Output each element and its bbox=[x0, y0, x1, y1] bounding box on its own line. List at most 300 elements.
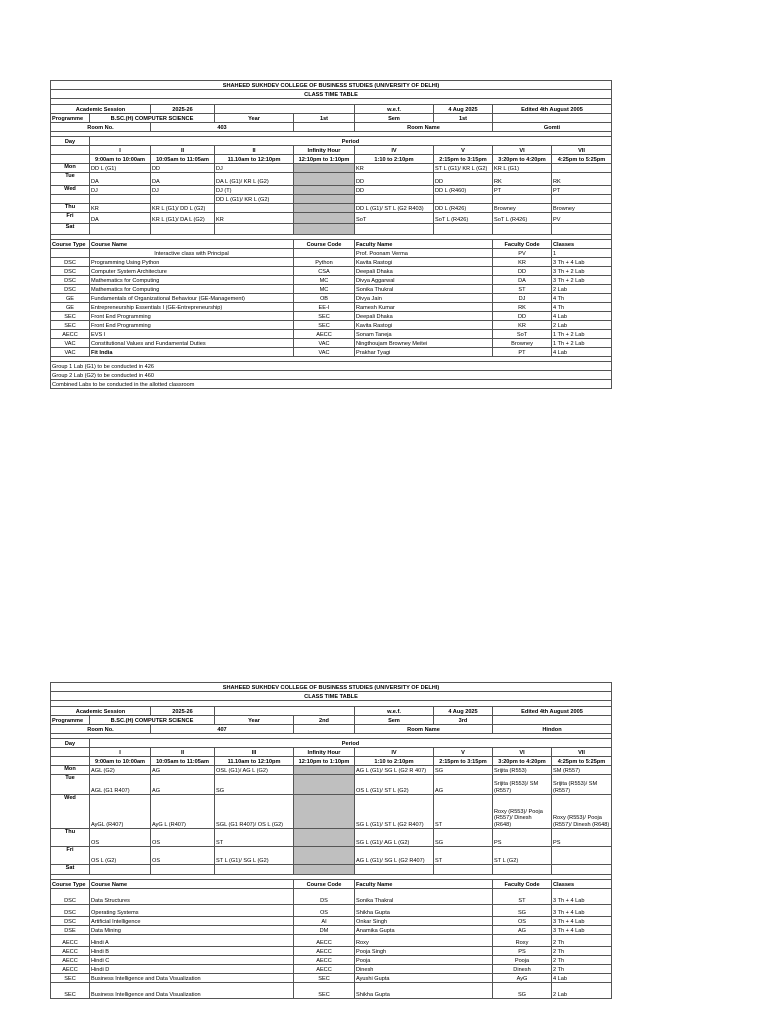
slot-cell: KR L (G1)/ DD L (G2) bbox=[151, 204, 215, 213]
day-label: Mon bbox=[51, 164, 90, 173]
course-name: Artificial Intelligence bbox=[90, 917, 294, 926]
faculty-name: Kavita Rastogi bbox=[355, 321, 493, 330]
slot-cell: DD L (G1)/ ST L (G2 R403) bbox=[355, 204, 434, 213]
faculty-code: AyG bbox=[493, 974, 552, 983]
slot-cell bbox=[493, 195, 552, 204]
edited-note: Edited 4th August 2005 bbox=[493, 105, 612, 114]
period-time: 10:05am to 11:05am bbox=[151, 757, 215, 766]
faculty-code: OS bbox=[493, 917, 552, 926]
table-cell bbox=[493, 716, 612, 725]
infinity-hour-slot bbox=[294, 795, 355, 829]
faculty-code: PS bbox=[493, 947, 552, 956]
course-name: Fundamentals of Organizational Behaviour (GE-Management) bbox=[90, 294, 294, 303]
slot-cell: Roxy (R553)/ Pooja (R557)/ Dinesh (R648) bbox=[493, 795, 552, 829]
classes-count: 2 Th bbox=[552, 947, 612, 956]
course-name: Constitutional Values and Fundamental Duties bbox=[90, 339, 294, 348]
room-name-label: Room Name bbox=[355, 725, 493, 734]
classes-count: 4 Th bbox=[552, 303, 612, 312]
course-type: AECC bbox=[51, 935, 90, 947]
slot-cell: PT bbox=[493, 186, 552, 195]
slot-cell: ST bbox=[434, 847, 493, 865]
faculty-name: Ningthoujam Browney Meitei bbox=[355, 339, 493, 348]
slot-cell: DJ bbox=[90, 186, 151, 195]
course-type: SEC bbox=[51, 974, 90, 983]
classes-count: 4 Lab bbox=[552, 312, 612, 321]
slot-cell bbox=[434, 224, 493, 235]
period-time: 1:10 to 2:10pm bbox=[355, 757, 434, 766]
period-number: III bbox=[215, 748, 294, 757]
course-code: EE-I bbox=[294, 303, 355, 312]
faculty-code: DD bbox=[493, 267, 552, 276]
period-time: 9:00am to 10:00am bbox=[90, 757, 151, 766]
faculty-code: ST bbox=[493, 889, 552, 905]
table-cell bbox=[294, 123, 355, 132]
slot-cell: AG L (G1)/ SG L (G2 R 407) bbox=[355, 766, 434, 775]
course-name: Mathematics for Computing bbox=[90, 285, 294, 294]
table-cell bbox=[215, 105, 355, 114]
slot-cell: KR L (G1)/ DA L (G2) bbox=[151, 213, 215, 224]
slot-cell: OSL (G1)/ AG L (G2) bbox=[215, 766, 294, 775]
table-cell bbox=[51, 146, 90, 155]
course-type: SEC bbox=[51, 321, 90, 330]
day-header: Day bbox=[51, 137, 90, 146]
table-cell bbox=[493, 114, 612, 123]
sem-value: 1st bbox=[434, 114, 493, 123]
table-cell bbox=[51, 748, 90, 757]
slot-cell bbox=[552, 224, 612, 235]
slot-cell: PS bbox=[493, 829, 552, 847]
slot-cell: SG L (G1)/ AG L (G2) bbox=[355, 829, 434, 847]
slot-cell: DA bbox=[90, 213, 151, 224]
faculty-code-header: Faculty Code bbox=[493, 240, 552, 249]
faculty-code: PT bbox=[493, 348, 552, 357]
slot-cell: AG bbox=[434, 775, 493, 795]
period-time: 12:10pm to 1:10pm bbox=[294, 155, 355, 164]
classes-count: 2 Th bbox=[552, 956, 612, 965]
classes-count: 2 Th bbox=[552, 935, 612, 947]
faculty-name: Anamika Gupta bbox=[355, 926, 493, 935]
course-type: DSC bbox=[51, 905, 90, 917]
period-time: 4:25pm to 5:25pm bbox=[552, 155, 612, 164]
period-time: 10:05am to 11:05am bbox=[151, 155, 215, 164]
faculty-code: RK bbox=[493, 303, 552, 312]
document-title: CLASS TIME TABLE bbox=[51, 692, 612, 701]
course-type: SEC bbox=[51, 983, 90, 999]
room-name-value: Hindon bbox=[493, 725, 612, 734]
slot-cell: ST L (G1)/ SG L (G2) bbox=[215, 847, 294, 865]
faculty-name: Pooja Singh bbox=[355, 947, 493, 956]
day-label: Fri bbox=[51, 213, 90, 224]
slot-cell: DD L (G1) bbox=[90, 164, 151, 173]
room-label: Room No. bbox=[51, 725, 151, 734]
classes-count: 2 Th bbox=[552, 965, 612, 974]
slot-cell: OS bbox=[151, 829, 215, 847]
table-cell bbox=[51, 155, 90, 164]
course-type: DSC bbox=[51, 276, 90, 285]
slot-cell bbox=[434, 865, 493, 875]
document-title: CLASS TIME TABLE bbox=[51, 90, 612, 99]
wef-label: w.e.f. bbox=[355, 707, 434, 716]
period-number: II bbox=[151, 748, 215, 757]
course-code: VAC bbox=[294, 348, 355, 357]
faculty-name: Ramesh Kumar bbox=[355, 303, 493, 312]
programme-value: B.SC.(H) COMPUTER SCIENCE bbox=[90, 716, 215, 725]
period-number: I bbox=[90, 146, 151, 155]
slot-cell: KR bbox=[355, 164, 434, 173]
programme-label: Programme bbox=[51, 114, 90, 123]
period-time: 3:20pm to 4:20pm bbox=[493, 155, 552, 164]
course-type: GE bbox=[51, 294, 90, 303]
slot-cell bbox=[355, 195, 434, 204]
year-label: Year bbox=[215, 716, 294, 725]
slot-cell: DJ bbox=[151, 186, 215, 195]
slot-cell: SoT L (R426) bbox=[493, 213, 552, 224]
period-number: VII bbox=[552, 748, 612, 757]
slot-cell: SGL (G1 R407)/ OS L (G2) bbox=[215, 795, 294, 829]
room-name-value: Gomti bbox=[493, 123, 612, 132]
course-type-header: Course Type bbox=[51, 880, 90, 889]
infinity-hour-slot bbox=[294, 847, 355, 865]
faculty-name: Kavita Rastogi bbox=[355, 258, 493, 267]
slot-cell: Roxy (R553)/ Pooja (R557)/ Dinesh (R648) bbox=[552, 795, 612, 829]
course-name: Programming Using Python bbox=[90, 258, 294, 267]
course-name: Hindi D bbox=[90, 965, 294, 974]
slot-cell bbox=[151, 195, 215, 204]
day-label: Mon bbox=[51, 766, 90, 775]
slot-cell: DA L (G1)/ KR L (G2) bbox=[215, 173, 294, 186]
classes-count: 3 Th + 4 Lab bbox=[552, 917, 612, 926]
classes-count: 3 Th + 4 Lab bbox=[552, 889, 612, 905]
faculty-code: DJ bbox=[493, 294, 552, 303]
session-value: 2025-26 bbox=[151, 707, 215, 716]
period-time: 1:10 to 2:10pm bbox=[355, 155, 434, 164]
slot-cell: Srijita (R553)/ SM (R557) bbox=[493, 775, 552, 795]
slot-cell: AGL (G2) bbox=[90, 766, 151, 775]
period-number: Infinity Hour bbox=[294, 146, 355, 155]
course-code: CSA bbox=[294, 267, 355, 276]
period-time: 11.10am to 12:10pm bbox=[215, 757, 294, 766]
faculty-code-header: Faculty Code bbox=[493, 880, 552, 889]
faculty-name: Onkar Singh bbox=[355, 917, 493, 926]
day-label: Fri bbox=[51, 847, 90, 865]
period-time: 2:15pm to 3:15pm bbox=[434, 757, 493, 766]
classes-count: 2 Lab bbox=[552, 285, 612, 294]
course-name: Business Intelligence and Data Visualization bbox=[90, 974, 294, 983]
slot-cell: AyG L (R407) bbox=[151, 795, 215, 829]
faculty-code: KR bbox=[493, 321, 552, 330]
faculty-name: Deepali Dhaka bbox=[355, 312, 493, 321]
course-name: Mathematics for Computing bbox=[90, 276, 294, 285]
session-label: Academic Session bbox=[51, 707, 151, 716]
faculty-name: Deepali Dhaka bbox=[355, 267, 493, 276]
year-value: 2nd bbox=[294, 716, 355, 725]
slot-cell: DD L (G1)/ KR L (G2) bbox=[215, 195, 294, 204]
period-time: 3:20pm to 4:20pm bbox=[493, 757, 552, 766]
slot-cell: DD bbox=[355, 173, 434, 186]
slot-cell bbox=[151, 224, 215, 235]
slot-cell: DD bbox=[151, 164, 215, 173]
faculty-name: Sonika Thukral bbox=[355, 285, 493, 294]
classes-count: 4 Lab bbox=[552, 348, 612, 357]
course-type: AECC bbox=[51, 965, 90, 974]
infinity-hour-slot bbox=[294, 213, 355, 224]
course-code: SEC bbox=[294, 974, 355, 983]
classes-count: 4 Th bbox=[552, 294, 612, 303]
course-name: Fit India bbox=[90, 348, 294, 357]
course-type: VAC bbox=[51, 348, 90, 357]
slot-cell bbox=[434, 195, 493, 204]
faculty-code: KR bbox=[493, 258, 552, 267]
table-cell bbox=[51, 757, 90, 766]
course-code: DS bbox=[294, 889, 355, 905]
table-cell bbox=[215, 707, 355, 716]
slot-cell bbox=[552, 164, 612, 173]
slot-cell bbox=[90, 195, 151, 204]
slot-cell: Browney bbox=[493, 204, 552, 213]
slot-cell: DA bbox=[151, 173, 215, 186]
period-header: Period bbox=[90, 137, 612, 146]
slot-cell: OS bbox=[90, 829, 151, 847]
infinity-hour-slot bbox=[294, 204, 355, 213]
infinity-hour-slot bbox=[294, 186, 355, 195]
college-title: SHAHEED SUKHDEV COLLEGE OF BUSINESS STUDIES (UNIVERSITY OF DELHI) bbox=[51, 81, 612, 90]
table-cell bbox=[294, 725, 355, 734]
infinity-hour-slot bbox=[294, 173, 355, 186]
faculty-name: Ayushi Gupta bbox=[355, 974, 493, 983]
course-code: OS bbox=[294, 905, 355, 917]
period-time: 2:15pm to 3:15pm bbox=[434, 155, 493, 164]
course-type: DSE bbox=[51, 926, 90, 935]
infinity-hour-slot bbox=[294, 775, 355, 795]
course-code: SEC bbox=[294, 312, 355, 321]
slot-cell bbox=[552, 847, 612, 865]
course-name: EVS I bbox=[90, 330, 294, 339]
classes-count: 3 Th + 4 Lab bbox=[552, 926, 612, 935]
course-code: AECC bbox=[294, 965, 355, 974]
room-value: 407 bbox=[151, 725, 294, 734]
classes-count: 3 Th + 2 Lab bbox=[552, 276, 612, 285]
day-label: Sat bbox=[51, 224, 90, 235]
slot-cell: DA bbox=[90, 173, 151, 186]
room-value: 403 bbox=[151, 123, 294, 132]
course-code: OB bbox=[294, 294, 355, 303]
classes-count: 4 Lab bbox=[552, 974, 612, 983]
faculty-code: ST bbox=[493, 285, 552, 294]
slot-cell: Srijita (R553)/ SM (R557) bbox=[552, 775, 612, 795]
classes-count: 1 Th + 2 Lab bbox=[552, 330, 612, 339]
footnote: Group 2 Lab (G2) to be conducted in 460 bbox=[51, 371, 612, 380]
faculty-code: SG bbox=[493, 983, 552, 999]
course-code bbox=[294, 249, 355, 258]
slot-cell: Browney bbox=[552, 204, 612, 213]
course-type: SEC bbox=[51, 312, 90, 321]
course-name: Front End Programming bbox=[90, 321, 294, 330]
day-label: Tue bbox=[51, 173, 90, 186]
course-type: GE bbox=[51, 303, 90, 312]
faculty-code: DA bbox=[493, 276, 552, 285]
faculty-code: PV bbox=[493, 249, 552, 258]
period-number: IV bbox=[355, 748, 434, 757]
period-number: VI bbox=[493, 748, 552, 757]
course-type: DSC bbox=[51, 285, 90, 294]
day-label: Tue bbox=[51, 775, 90, 795]
slot-cell: ST bbox=[215, 829, 294, 847]
course-type: DSC bbox=[51, 267, 90, 276]
footnote: Group 1 Lab (G1) to be conducted in 426 bbox=[51, 362, 612, 371]
faculty-name: Sonika Thakral bbox=[355, 889, 493, 905]
classes-count: 3 Th + 2 Lab bbox=[552, 267, 612, 276]
day-label: Sat bbox=[51, 865, 90, 875]
slot-cell: SM (R557) bbox=[552, 766, 612, 775]
year-label: Year bbox=[215, 114, 294, 123]
course-type: AECC bbox=[51, 956, 90, 965]
slot-cell: Srijita (R553) bbox=[493, 766, 552, 775]
course-name: Interactive class with Principal bbox=[90, 249, 294, 258]
slot-cell bbox=[215, 865, 294, 875]
faculty-code: Dinesh bbox=[493, 965, 552, 974]
classes-count: 2 Lab bbox=[552, 983, 612, 999]
sem-label: Sem bbox=[355, 114, 434, 123]
faculty-code: Pooja bbox=[493, 956, 552, 965]
faculty-code: Roxy bbox=[493, 935, 552, 947]
slot-cell: DD bbox=[434, 173, 493, 186]
course-name: Business Intelligence and Data Visualization bbox=[90, 983, 294, 999]
faculty-name: Shikha Gupta bbox=[355, 983, 493, 999]
faculty-name-header: Faculty Name bbox=[355, 880, 493, 889]
programme-label: Programme bbox=[51, 716, 90, 725]
session-label: Academic Session bbox=[51, 105, 151, 114]
timetable-sem3 bbox=[50, 682, 612, 999]
slot-cell: OS L (G1)/ ST L (G2) bbox=[355, 775, 434, 795]
slot-cell bbox=[151, 865, 215, 875]
slot-cell: RK bbox=[493, 173, 552, 186]
course-type bbox=[51, 249, 90, 258]
course-type: DSC bbox=[51, 917, 90, 926]
course-type: DSC bbox=[51, 258, 90, 267]
period-number: Infinity Hour bbox=[294, 748, 355, 757]
day-label bbox=[51, 195, 90, 204]
course-name: Hindi C bbox=[90, 956, 294, 965]
classes-count: 3 Th + 4 Lab bbox=[552, 258, 612, 267]
slot-cell bbox=[90, 865, 151, 875]
period-number: IV bbox=[355, 146, 434, 155]
period-header: Period bbox=[90, 739, 612, 748]
faculty-name: Divya Aggarwal bbox=[355, 276, 493, 285]
faculty-name-header: Faculty Name bbox=[355, 240, 493, 249]
period-number: VII bbox=[552, 146, 612, 155]
slot-cell: SG bbox=[434, 829, 493, 847]
faculty-code: Browney bbox=[493, 339, 552, 348]
slot-cell: AyGL (R407) bbox=[90, 795, 151, 829]
faculty-code: DD bbox=[493, 312, 552, 321]
slot-cell: KR L (G1) bbox=[493, 164, 552, 173]
slot-cell bbox=[552, 865, 612, 875]
slot-cell bbox=[493, 224, 552, 235]
course-name-header: Course Name bbox=[90, 240, 294, 249]
infinity-hour-slot bbox=[294, 164, 355, 173]
course-code: MC bbox=[294, 276, 355, 285]
course-code: VAC bbox=[294, 339, 355, 348]
period-number: II bbox=[215, 146, 294, 155]
period-number: V bbox=[434, 146, 493, 155]
slot-cell: AG L (G1)/ SG L (G2 R407) bbox=[355, 847, 434, 865]
slot-cell: SG bbox=[215, 775, 294, 795]
period-time: 12:10pm to 1:10pm bbox=[294, 757, 355, 766]
infinity-hour-slot bbox=[294, 224, 355, 235]
slot-cell: PS bbox=[552, 829, 612, 847]
period-number: I bbox=[90, 748, 151, 757]
course-code: AECC bbox=[294, 947, 355, 956]
period-time: 9:00am to 10:00am bbox=[90, 155, 151, 164]
slot-cell: OS L (G2) bbox=[90, 847, 151, 865]
faculty-name: Sonam Taneja bbox=[355, 330, 493, 339]
day-label: Thu bbox=[51, 829, 90, 847]
course-code: MC bbox=[294, 285, 355, 294]
wef-label: w.e.f. bbox=[355, 105, 434, 114]
course-code: AECC bbox=[294, 330, 355, 339]
slot-cell: DJ bbox=[215, 164, 294, 173]
infinity-hour-slot bbox=[294, 865, 355, 875]
infinity-hour-slot bbox=[294, 766, 355, 775]
classes-header: Classes bbox=[552, 240, 612, 249]
course-type: AECC bbox=[51, 330, 90, 339]
course-name: Operating Systems bbox=[90, 905, 294, 917]
slot-cell: AG bbox=[151, 775, 215, 795]
slot-cell: SoT bbox=[355, 213, 434, 224]
slot-cell: PV bbox=[552, 213, 612, 224]
sem-value: 3rd bbox=[434, 716, 493, 725]
course-name: Hindi A bbox=[90, 935, 294, 947]
course-code: AI bbox=[294, 917, 355, 926]
wef-value: 4 Aug 2025 bbox=[434, 707, 493, 716]
period-time: 4:25pm to 5:25pm bbox=[552, 757, 612, 766]
course-code: Python bbox=[294, 258, 355, 267]
course-code-header: Course Code bbox=[294, 240, 355, 249]
slot-cell: SG bbox=[434, 766, 493, 775]
room-name-label: Room Name bbox=[355, 123, 493, 132]
college-title: SHAHEED SUKHDEV COLLEGE OF BUSINESS STUDIES (UNIVERSITY OF DELHI) bbox=[51, 683, 612, 692]
day-label: Thu bbox=[51, 204, 90, 213]
footnote: Combined Labs to be conducted in the allotted classroom bbox=[51, 380, 612, 389]
slot-cell: KR bbox=[90, 204, 151, 213]
slot-cell: ST L (G1)/ KR L (G2) bbox=[434, 164, 493, 173]
edited-note: Edited 4th August 2005 bbox=[493, 707, 612, 716]
course-code: AECC bbox=[294, 956, 355, 965]
faculty-name: Shikha Gupta bbox=[355, 905, 493, 917]
course-name: Data Mining bbox=[90, 926, 294, 935]
course-name: Hindi B bbox=[90, 947, 294, 956]
room-label: Room No. bbox=[51, 123, 151, 132]
faculty-name: Prof. Poonam Verma bbox=[355, 249, 493, 258]
slot-cell bbox=[215, 204, 294, 213]
slot-cell: KR bbox=[215, 213, 294, 224]
day-label: Wed bbox=[51, 186, 90, 195]
slot-cell: DD bbox=[355, 186, 434, 195]
course-code: SEC bbox=[294, 321, 355, 330]
faculty-name: Prakhar Tyagi bbox=[355, 348, 493, 357]
classes-header: Classes bbox=[552, 880, 612, 889]
faculty-code: AG bbox=[493, 926, 552, 935]
slot-cell bbox=[215, 224, 294, 235]
slot-cell: ST bbox=[434, 795, 493, 829]
course-code: DM bbox=[294, 926, 355, 935]
course-name-header: Course Name bbox=[90, 880, 294, 889]
day-header: Day bbox=[51, 739, 90, 748]
faculty-code: SoT bbox=[493, 330, 552, 339]
slot-cell bbox=[355, 865, 434, 875]
period-number: II bbox=[151, 146, 215, 155]
period-number: V bbox=[434, 748, 493, 757]
